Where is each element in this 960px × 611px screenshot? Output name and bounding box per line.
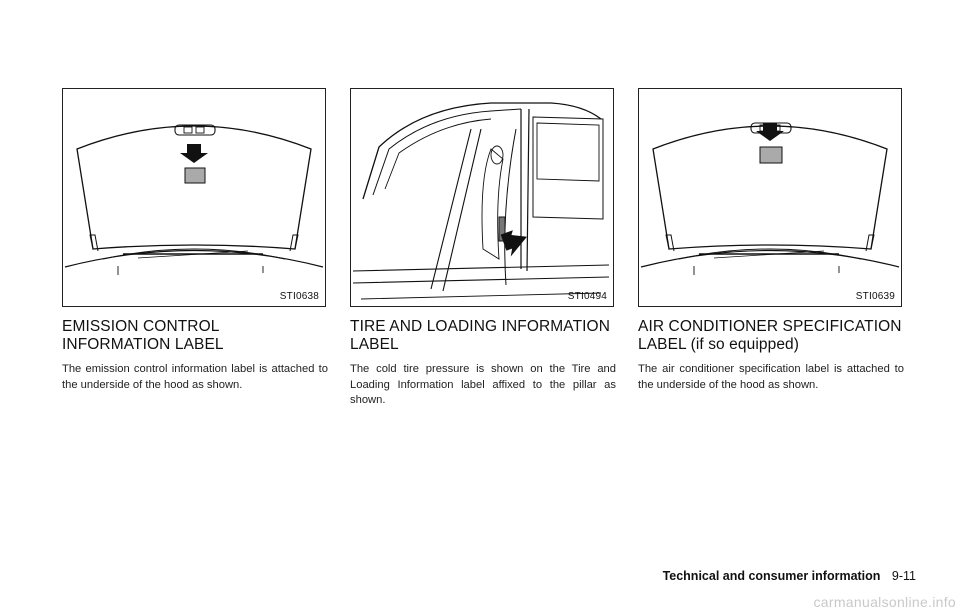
section-body: The air conditioner specification label is attached to the underside of the hood as shown. <box>638 363 904 391</box>
section-heading: AIR CONDITIONER SPECIFICATION LABEL (if so equipped) <box>638 318 902 353</box>
footer-section-title: Technical and consumer information <box>662 569 881 583</box>
section-body: The cold tire pressure is shown on the Tire and Loading Information label affixed to the pillar as shown. <box>350 363 616 406</box>
watermark: carmanualsonline.info <box>813 594 956 610</box>
hood-illustration <box>639 89 901 306</box>
section-heading: TIRE AND LOADING INFORMATION LABEL <box>350 318 611 353</box>
figure-code: STI0639 <box>855 291 895 302</box>
figure-hood-emission-label <box>62 88 326 307</box>
figure-code: STI0494 <box>567 291 607 302</box>
section-heading: EMISSION CONTROL INFORMATION LABEL <box>62 318 224 353</box>
figure-door-pillar-label <box>350 88 614 307</box>
hood-illustration <box>63 89 325 306</box>
door-pillar-illustration <box>351 89 613 306</box>
section-body: The emission control information label is attached to the underside of the hood as shown. <box>62 363 328 391</box>
column-emission-label <box>62 88 328 393</box>
column-tire-label <box>350 88 616 409</box>
figure-hood-ac-label <box>638 88 902 307</box>
page-number: 9-11 <box>891 569 916 583</box>
page-footer <box>663 569 916 583</box>
figure-code: STI0638 <box>279 291 319 302</box>
column-ac-label <box>638 88 904 393</box>
